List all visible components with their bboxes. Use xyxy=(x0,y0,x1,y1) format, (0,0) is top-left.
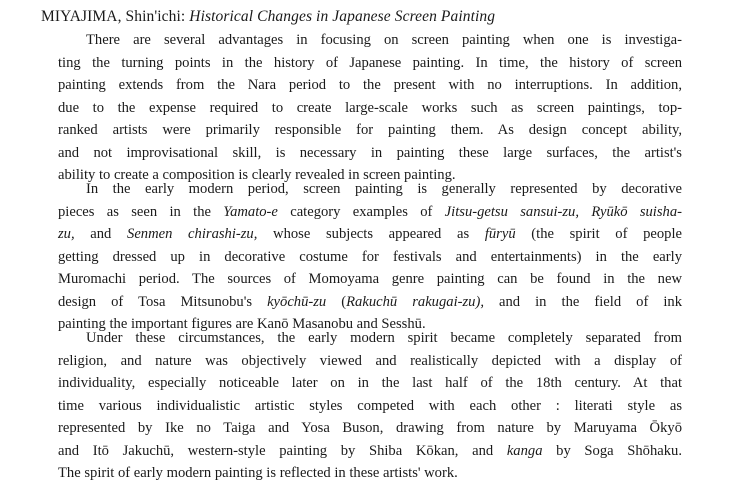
paragraph-line: ranked artists were primarily responsible for painting them. As design concept ability, xyxy=(58,122,682,138)
text-run: by Soga Shōhaku. xyxy=(542,442,682,459)
text-run: category examples of xyxy=(277,203,445,220)
paragraph-line: painting extends from the Nara period to the present with no interruptions. In addition, xyxy=(58,77,682,93)
paragraph-3 xyxy=(58,327,682,485)
term-kyochu-zu: kyōchū-zu xyxy=(267,293,327,310)
text-run: pieces as seen in the xyxy=(58,203,224,220)
term-kanga: kanga xyxy=(506,442,543,459)
heading-separator: : xyxy=(180,8,190,25)
paragraph-line: time various individualistic artistic styles competed with each other : literati style as xyxy=(58,397,682,414)
paragraph-line: Muromachi period. The sources of Momoyama genre painting can be found in the new xyxy=(58,271,682,287)
term-rakuchu: Rakuchū rakugai-zu), xyxy=(346,293,484,310)
paragraph-line: religion, and nature was objectively viewed and realistically depicted with a display of xyxy=(58,352,682,369)
paragraph-line: The spirit of early modern painting is reflected in these artists' work. xyxy=(58,465,458,481)
paragraph-line xyxy=(58,440,682,463)
text-run: and in the field of ink xyxy=(483,293,683,310)
paragraph-line: and not improvisational skill, is necessary in painting these large surfaces, the artist's xyxy=(58,144,682,161)
paragraph-2 xyxy=(58,178,682,336)
term-jitsu-getsu: Jitsu-getsu sansui-zu, Ryūkō suisha- xyxy=(444,203,682,220)
paragraph-line: In the early modern period, screen painting is generally represented by decorative xyxy=(86,181,682,197)
paragraph-line: due to the expense required to create large-scale works such as screen paintings, top- xyxy=(58,99,682,116)
article-title: Historical Changes in Japanese Screen Painting xyxy=(189,8,496,25)
paragraph-line: individuality, especially noticeable later on in the last half of the 18th century. At that xyxy=(58,375,682,391)
article-heading xyxy=(41,6,495,28)
paragraph-line: painting the important figures are Kanō Masanobu and Sesshū. xyxy=(58,316,426,332)
paragraph-line xyxy=(58,291,682,314)
term-ryuko-suisha-zu: zu, xyxy=(58,226,75,242)
text-run: (the spirit of people xyxy=(515,226,683,242)
paragraph-1 xyxy=(58,29,682,187)
term-yamato-e: Yamato-e xyxy=(223,203,278,220)
paragraph-line xyxy=(58,201,682,224)
author-name: MIYAJIMA, Shin'ichi xyxy=(41,8,181,25)
paragraph-line: Under these circumstances, the early modern spirit became completely separated from xyxy=(86,330,682,346)
text-run: and xyxy=(74,226,128,242)
paragraph-line: There are several advantages in focusing on screen painting when one is investiga- xyxy=(86,32,682,48)
text-run: whose subjects appeared as xyxy=(257,226,485,242)
paragraph-line: represented by Ike no Taiga and Yosa Buson, drawing from nature by Maruyama Ōkyō xyxy=(58,420,682,436)
term-furyu: fūryū xyxy=(484,226,516,242)
paragraph-line: ting the turning points in the history of Japanese painting. In time, the history of screen xyxy=(58,54,682,71)
paragraph-line xyxy=(58,223,682,246)
text-run: design of Tosa Mitsunobu's xyxy=(58,293,268,310)
text-run: ( xyxy=(326,293,347,310)
paragraph-line: getting dressed up in decorative costume for festivals and entertainments) in the early xyxy=(58,248,682,265)
term-senmen: Senmen chirashi-zu, xyxy=(127,226,258,242)
paragraph-line: ability to create a composition is clearly revealed in screen painting. xyxy=(58,167,456,183)
text-run: and Itō Jakuchū, western-style painting by Shiba Kōkan, and xyxy=(58,442,507,459)
